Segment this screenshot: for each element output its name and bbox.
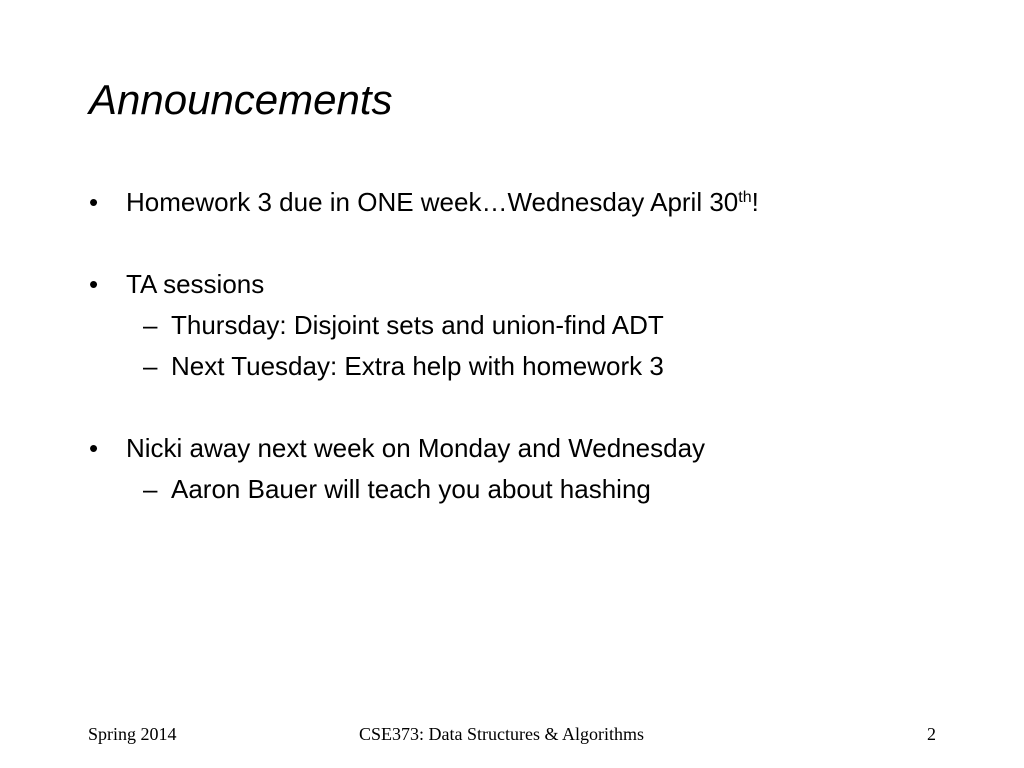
subbullet-marker: – xyxy=(143,351,158,381)
bullet-text: Homework 3 due in ONE week…Wednesday April 30 xyxy=(126,187,739,217)
subbullet-thursday: Thursday: Disjoint sets and union-find ADT xyxy=(171,310,664,340)
bullet-marker: • xyxy=(89,269,99,299)
bullet-homework-due xyxy=(126,186,759,218)
bullet-ta-sessions: TA sessions xyxy=(126,269,265,299)
bullet-marker: • xyxy=(89,187,99,217)
subbullet-next-tuesday: Next Tuesday: Extra help with homework 3 xyxy=(171,351,664,381)
footer-course-title: CSE373: Data Structures & Algorithms xyxy=(359,724,644,744)
bullet-marker: • xyxy=(89,433,99,463)
slide-title: Announcements xyxy=(89,76,393,123)
bullet-superscript: th xyxy=(738,189,752,206)
footer-date: Spring 2014 xyxy=(88,724,177,744)
bullet-suffix: ! xyxy=(751,187,759,217)
subbullet-aaron-bauer: Aaron Bauer will teach you about hashing xyxy=(171,474,651,504)
subbullet-marker: – xyxy=(143,310,158,340)
subbullet-marker: – xyxy=(143,474,158,504)
bullet-nicki-away: Nicki away next week on Monday and Wednesday xyxy=(126,433,706,463)
footer-page-number: 2 xyxy=(927,724,936,744)
